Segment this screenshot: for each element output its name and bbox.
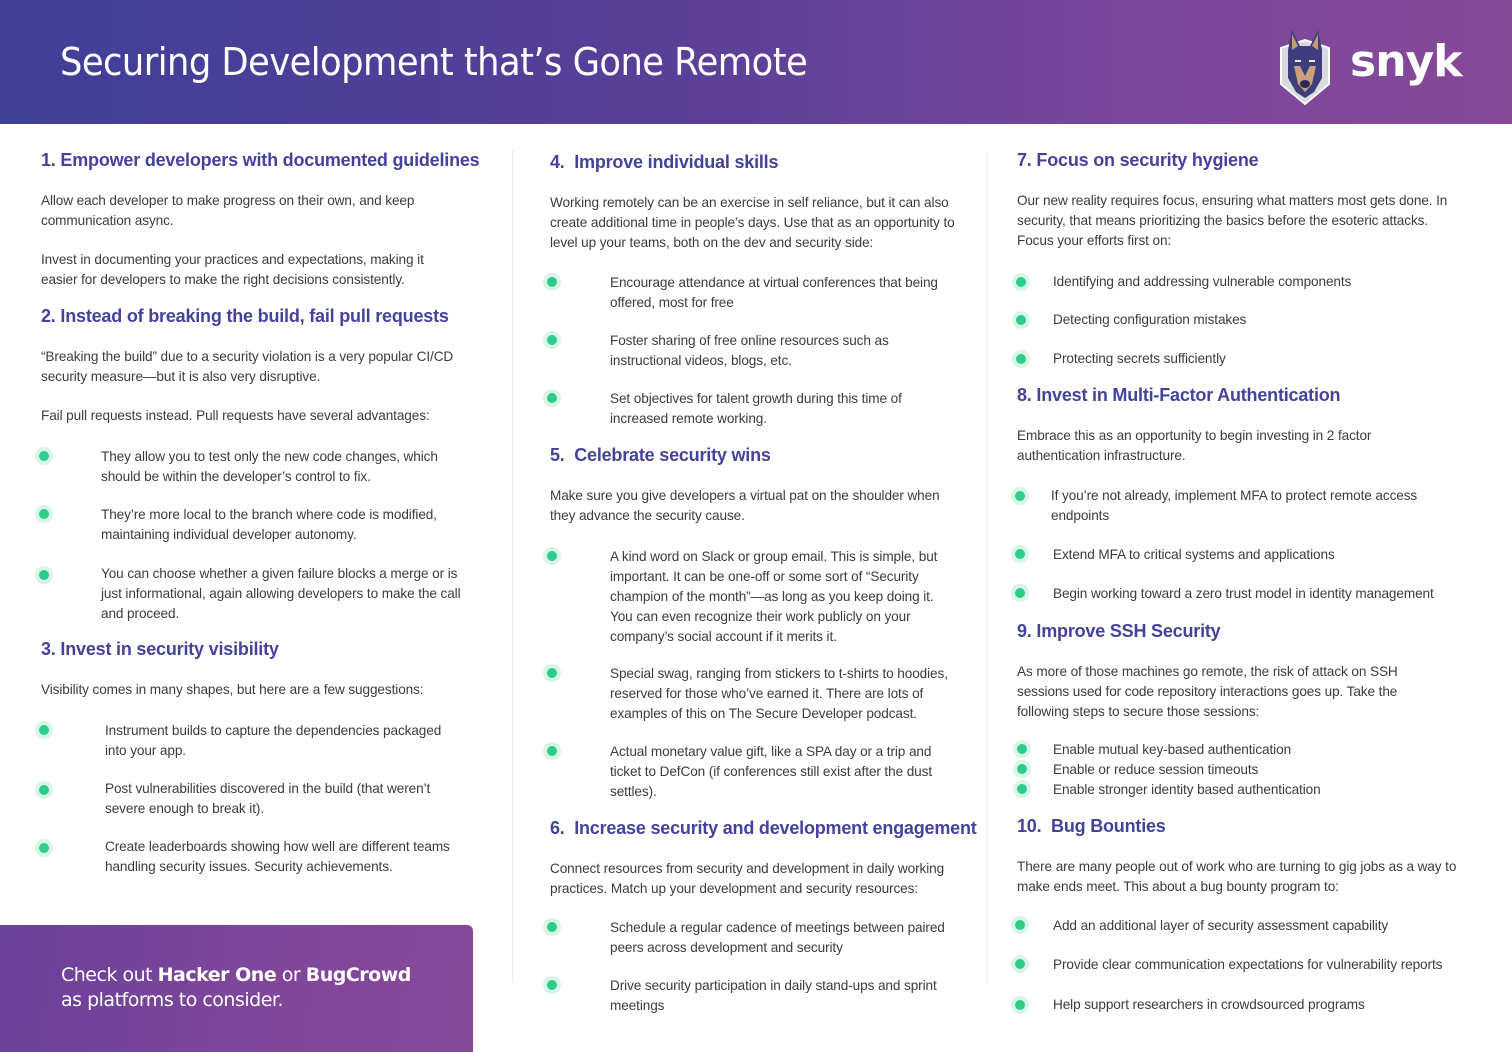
section-8 (1017, 385, 1477, 466)
bullet-dot-icon (1011, 545, 1029, 563)
section-paragraph: Our new reality requires focus, ensuring what matters most gets done. In security, that means prioritizing the basics before the esoteric attacks. Focus your efforts first on: (1017, 193, 1448, 248)
bullet-dot-icon (1013, 760, 1031, 778)
section-paragraph: Connect resources from security and development in daily working practices. Match up your development and security resources: (550, 861, 945, 896)
bullet-dot-icon (1013, 780, 1031, 798)
section-paragraph: There are many people out of work who are turning to gig jobs as a way to make ends meet. This about a bug bounty program to: (1017, 859, 1457, 894)
header-banner (0, 0, 1512, 124)
section-paragraph: Allow each developer to make progress on their own, and keep communication async. (41, 193, 415, 228)
bullet-dot-icon (543, 976, 561, 994)
section-paragraph: Embrace this as an opportunity to begin investing in 2 factor authentication infrastructure. (1017, 428, 1372, 463)
section-paragraph: As more of those machines go remote, the risk of attack on SSH sessions used for code repository interactions goes up. Take the following steps to secure those sessions: (1017, 664, 1398, 719)
section-heading: 2. Instead of breaking the build, fail pull requests (41, 306, 449, 326)
bullet-dot-icon (1011, 955, 1029, 973)
section-heading: 8. Invest in Multi-Factor Authentication (1017, 385, 1341, 405)
section-5 (550, 445, 970, 526)
bullet-dot-icon (35, 447, 53, 465)
section-2 (41, 306, 481, 426)
bullet-dot-icon (543, 389, 561, 407)
bullet-dot-icon (1012, 273, 1030, 291)
section-heading: 6. Increase security and development engagement (550, 818, 977, 838)
bullet-dot-icon (543, 331, 561, 349)
bullet-dot-icon (1011, 584, 1029, 602)
snyk-wordmark: snyk (1350, 36, 1462, 87)
bullet-dot-icon (35, 566, 53, 584)
bullet-dot-icon (1011, 487, 1029, 505)
section-heading: 9. Improve SSH Security (1017, 621, 1221, 641)
section-10 (1017, 816, 1477, 897)
bullet-dot-icon (1013, 740, 1031, 758)
bullet-dot-icon (1011, 916, 1029, 934)
column-divider-1 (512, 150, 513, 982)
callout-box (0, 925, 473, 1052)
hacker-one-link[interactable]: Hacker One (157, 964, 277, 986)
section-7 (1017, 150, 1477, 251)
bugcrowd-link[interactable]: BugCrowd (305, 964, 411, 986)
column-divider-2 (987, 152, 988, 984)
section-paragraph: Fail pull requests instead. Pull requests have several advantages: (41, 408, 430, 423)
section-9 (1017, 621, 1477, 722)
section-heading: 10. Bug Bounties (1017, 816, 1166, 836)
section-paragraph: Working remotely can be an exercise in self reliance, but it can also create additional time in people’s days. Use that as an opportunity to level up your teams, both on the dev and security side: (550, 195, 955, 250)
bullet-dot-icon (35, 839, 53, 857)
bullet-dot-icon (543, 547, 561, 565)
bullet-dot-icon (543, 664, 561, 682)
bullet-dot-icon (1012, 311, 1030, 329)
section-heading: 4. Improve individual skills (550, 152, 779, 172)
bullet-dot-icon (35, 505, 53, 523)
section-heading: 1. Empower developers with documented guidelines (41, 150, 480, 170)
section-paragraph: Invest in documenting your practices and expectations, making it easier for developers to make the right decisions consistently. (41, 252, 424, 287)
page-title: Securing Development that’s Gone Remote (60, 40, 808, 84)
section-3 (41, 639, 481, 700)
section-heading: 7. Focus on security hygiene (1017, 150, 1259, 170)
doberman-shield-icon (1278, 26, 1332, 106)
bullet-dot-icon (543, 273, 561, 291)
section-heading: 3. Invest in security visibility (41, 639, 279, 659)
section-6 (550, 818, 980, 899)
section-paragraph: “Breaking the build” due to a security violation is a very popular CI/CD security measure—but it is also very disruptive. (41, 349, 454, 384)
bullet-dot-icon (35, 781, 53, 799)
section-paragraph: Visibility comes in many shapes, but here are a few suggestions: (41, 682, 424, 697)
callout-text: Check out Hacker One or BugCrowd as platforms to consider. (61, 964, 411, 1011)
section-paragraph: Make sure you give developers a virtual pat on the shoulder when they advance the security cause. (550, 488, 940, 523)
section-4 (550, 152, 970, 253)
section-1 (41, 150, 481, 290)
bullet-dot-icon (1011, 996, 1029, 1014)
snyk-logo (1278, 26, 1462, 106)
section-heading: 5. Celebrate security wins (550, 445, 771, 465)
bullet-dot-icon (543, 918, 561, 936)
bullet-dot-icon (543, 742, 561, 760)
bullet-dot-icon (35, 721, 53, 739)
bullet-dot-icon (1012, 350, 1030, 368)
